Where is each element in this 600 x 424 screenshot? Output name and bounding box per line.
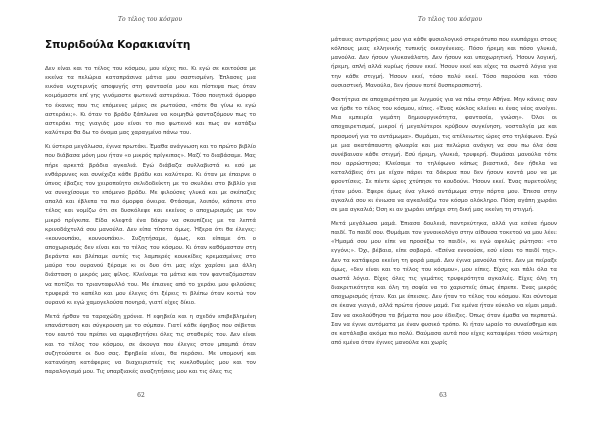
chapter-title: Σπυριδούλα Κορακιανίτη [45, 39, 191, 51]
running-head: Το τέλος του κόσμου [117, 16, 183, 23]
page-number: 63 [439, 392, 447, 399]
paragraph: Μετά ήρθαν τα ταραχώδη χρόνια. Η εφηβεία και η σχεδόν επιβεβλημένη επανάσταση και σύγκρουση με το σύμπαν. Γιατί κάθε έφηβος που σέβεται τον εαυτό του πρέπει να αμφισβητήσει όλες τις σταθερές του. Δεν είναι και το τέλος του κόσμου, σε άκουγα που έλεγες στον μπαμπά όταν συζητούσατε οι δυο σας. Εφηβεία είναι, θα περάσει. Με υπομονή και κατανόηση κατάφερες να διαχειριστείς τις κυκλοθυμίες μου και τον παραλογισμό μου. Τις υπαρξιακές αναζητήσεις μου και τις όλες τις [45, 314, 256, 375]
page-content [331, 36, 557, 353]
paragraph: Δεν είναι και το τέλος του κόσμου, μου είχες πει. Κι εγώ σε κοιτούσα με εκείνα τα πελώρια καταπράσινα μάτια μου σαστισμένη. Έπλασες μια εικόνα νυχτερινής αποφυγής στη φαντασία μου και πίστεψα πως όταν κοιμόμαστε επί γης γινόμαστε φωτεινά αστεράκια. Τόσο ποιητικά όμορφο το έκανες που τις επόμενες μέρες σε ρωτούσα, «πότε θα γίνω κι εγώ αστεράκι;». Κι όταν το βράδυ ξάπλωνα να κοιμηθώ φανταζόμουν πως το αστεράκι της γιαγιάς μου είναι το πιο φωτεινό και πως αν κατάξω καλύτερα θα δω το όνομα μας χαραγμένο πάνω του. [45, 66, 256, 137]
right-page [300, 0, 600, 424]
page-content [45, 39, 256, 382]
paragraph: Κι ύστερα μεγάλωσα, έγινα πρωτάκι. Έμαθα ανάγνωση και το πρώτο βιβλίο που διάβασα μόνη μου ήταν «ο μικρός πρίγκιπας». Μαζί το διαβάσαμε. Μας πήρε αρκετά βράδια αγκαλιά. Εγώ διάβαζα συλλαβιστά κι εσύ με ενθάρρυνες και συνέχιζα κάθε βράδυ και καλύτερα. Κι όταν με έπαιρνε ο ύπνος έβαζες τον χειροποίητο σελιδοδείκτη με το σκυλάκι στο βιβλίο για να συνεχίσουμε το επόμενο βράδυ. Με φιλούσες γλυκά και με σκέπαζες απαλά και έβλεπα τα πιο όμορφα όνειρα. Φτάσαμε, λοιπόν, κάποτε στο τέλος και νομίζω ότι σε δυσκόλεψε και εκείνος ο αποχωρισμός με τον μικρό πρίγκιπα. Είδα κλεφτά ένα δάκρυ να σκουπίζεις με τα λεπτά κρινοδάχτυλά σου μανούλα. Δεν είπα τίποτα όμως. Ήξερα ότι θα έλεγες: «κουνουπάκι, κουνουπάκι». Συζητήσαμε, όμως, και είπαμε ότι ο αποχωρισμός δεν είναι και το τέλος του κόσμου. Κι όταν καθόμασταν στη βεράντα και βλέπαμε αυτές τις λαμπερές κουκκίδες κρεμασμένες στο μαύρο του ουρανού ξέραμε κι οι δυο ότι μας είχε χαρίσει μια άλλη διάσταση ο μικρός μας φίλος. Κλείναμε τα μάτια και τον φανταζόμασταν να ποτίζει το τριανταφυλλό του. Με έπιανες από το χεράκι μου φιλούσες τρυφερά το καπέλο και μου έλεγες ότι ξέρεις τι βλέπω όταν κοιτώ τον ουρανό κι εγώ χαμογελούσα πονηρά, γιατί είχες δίκιο. [45, 144, 256, 306]
paragraph: μάταιες αντιρρήσεις μου για κάθε φυσιολογικό στερεότυπο που ενυπάρχει στους κόλπους μιας ελληνικής τυπικής οικογένειας. Πόσο ήρεμη και πόσο γλυκιά, μανούλα. Δεν ήσουν γλυκανάλατη. Δεν ήσουν και υποχωρητική. Ήσουν λογική, ήρεμη, απλή αλλά κυρίως ήσουν εκεί. Ήσουν εκεί και είχες τα σωστά λόγια για την κάθε στιγμή. Ήσουν εκεί, τόσο πολύ εκεί. Τόσο παρούσα και τόσο ουσιαστική. Μανούλα, δεν ήσουν ποτέ δυσπερασπιστή. [331, 37, 557, 89]
page-number: 62 [137, 392, 145, 399]
paragraph: Μετά μεγάλωσα μαμά. Έπιασα δουλειά, παντρεύτηκα, αλλά για εσένα ήμουν παιδί. Το παιδί σου. Θυμάμαι τον γυναικολόγο στην αίθουσα τοκετού να μου λέει: «Ήμαμά σου μου είπε να προσέξω το παιδί», κι εγώ αφελώς ρώτησα: «το εγγόνι;». Όχι, βέβαια, είπε σοβαρά. «Εσένα εννοούσε, εσύ είσαι το παιδί της». Δεν τα κατάφερα εκείνη τη φορά μαμά. Δεν έγινα μανούλα τότε. Δεν με πείραξε όμως, «δεν είναι και το τέλος του κόσμου», μου είπες. Είχες και πάλι όλα τα σωστά λόγια. Είχες όλες τις γεμάτες τρυφερότητα αγκαλιές. Είχες όλη τη διακριτικότητα και όλη τη σοφία να το χαριστείς όπως έπρεπε. Ένας μικρός αποχωρισμός ήταν. Και με έπεισες. Δεν ήταν το τέλος του κόσμου. Και σύντομα σε έκανα γιαγιά, αλλά πρώτα ήσουν μαμά. Για εμένα ήταν εύκολο να είμαι μαμά. Σαν να ακολούθησα τα βήματα που μου έδειξες. Όπως όταν έμαθα να περπατώ. Σαν να έγινε αυτόματα με έναν φυσικό τρόπο. Κι ήταν ωραίο το συναίσθημα και σε κατάλαβα ακόμα πιο πολύ. Θαύμασα αυτά που είχες καταφέρει τόσο νεώτερη από εμένα όταν έγινες μανούλα και χωρίς [331, 220, 557, 346]
running-head: Το τέλος του κόσμου [417, 16, 483, 23]
paragraph: Φοιτήτρια σε αποχαιρέτησα με λυγμούς για να πάω στην Αθήνα. Μην κάνεις σαν να ήρθε το τέλος του κόσμου, είπες. «Ένας κύκλος κλείνει κι ένας νέος ανοίγει. Μια εμπειρία γεμάτη δημιουργικότητα, φαντασία, γνώση». Όλοι οι αποχαιρετισμοί, μικροί ή μεγαλύτεροι κρύβουν συγκίνηση, νοσταλγία μα και προσμονή για το αντάμωμα». Θυμάμαι, τις ατέλειωτες ώρες στο τηλέφωνο. Εγώ με μια ακατάπαυστη φλυαρία και μια πελώρια ανάγκη να σου πω όλα όσα συνέβαιναν κάθε στιγμή. Εσύ ήρεμη, γλυκιά, τρυφερή. Θυμάσαι μανούλα τότε που αρρώστησα; Κλείσαμε το τηλέφωνο κάπως βιαστικά, δεν ήθελα να καταλάβεις ότι με είχαν πάρει τα δάκρυα που δεν ήσουν κοντά μου να με φροντίσεις. Σε πέντε ώρες χτύπησε το κουδούνι. Ήσουν εκεί. Ένας πυρετούλης ήταν μόνο. Έφερε όμως ένα γλυκό αντάμωμα στην πόρτα μου. Έπεσα στην αγκαλιά σου κι ένιωσα να αγκαλιάζω τον κόσμο ολόκληρο. Πόση αγάπη χωράει σε μια αγκαλιά; Όση κι αν χωράει υπήρχε στη δική μας εκείνη τη στιγμή. [331, 96, 557, 213]
